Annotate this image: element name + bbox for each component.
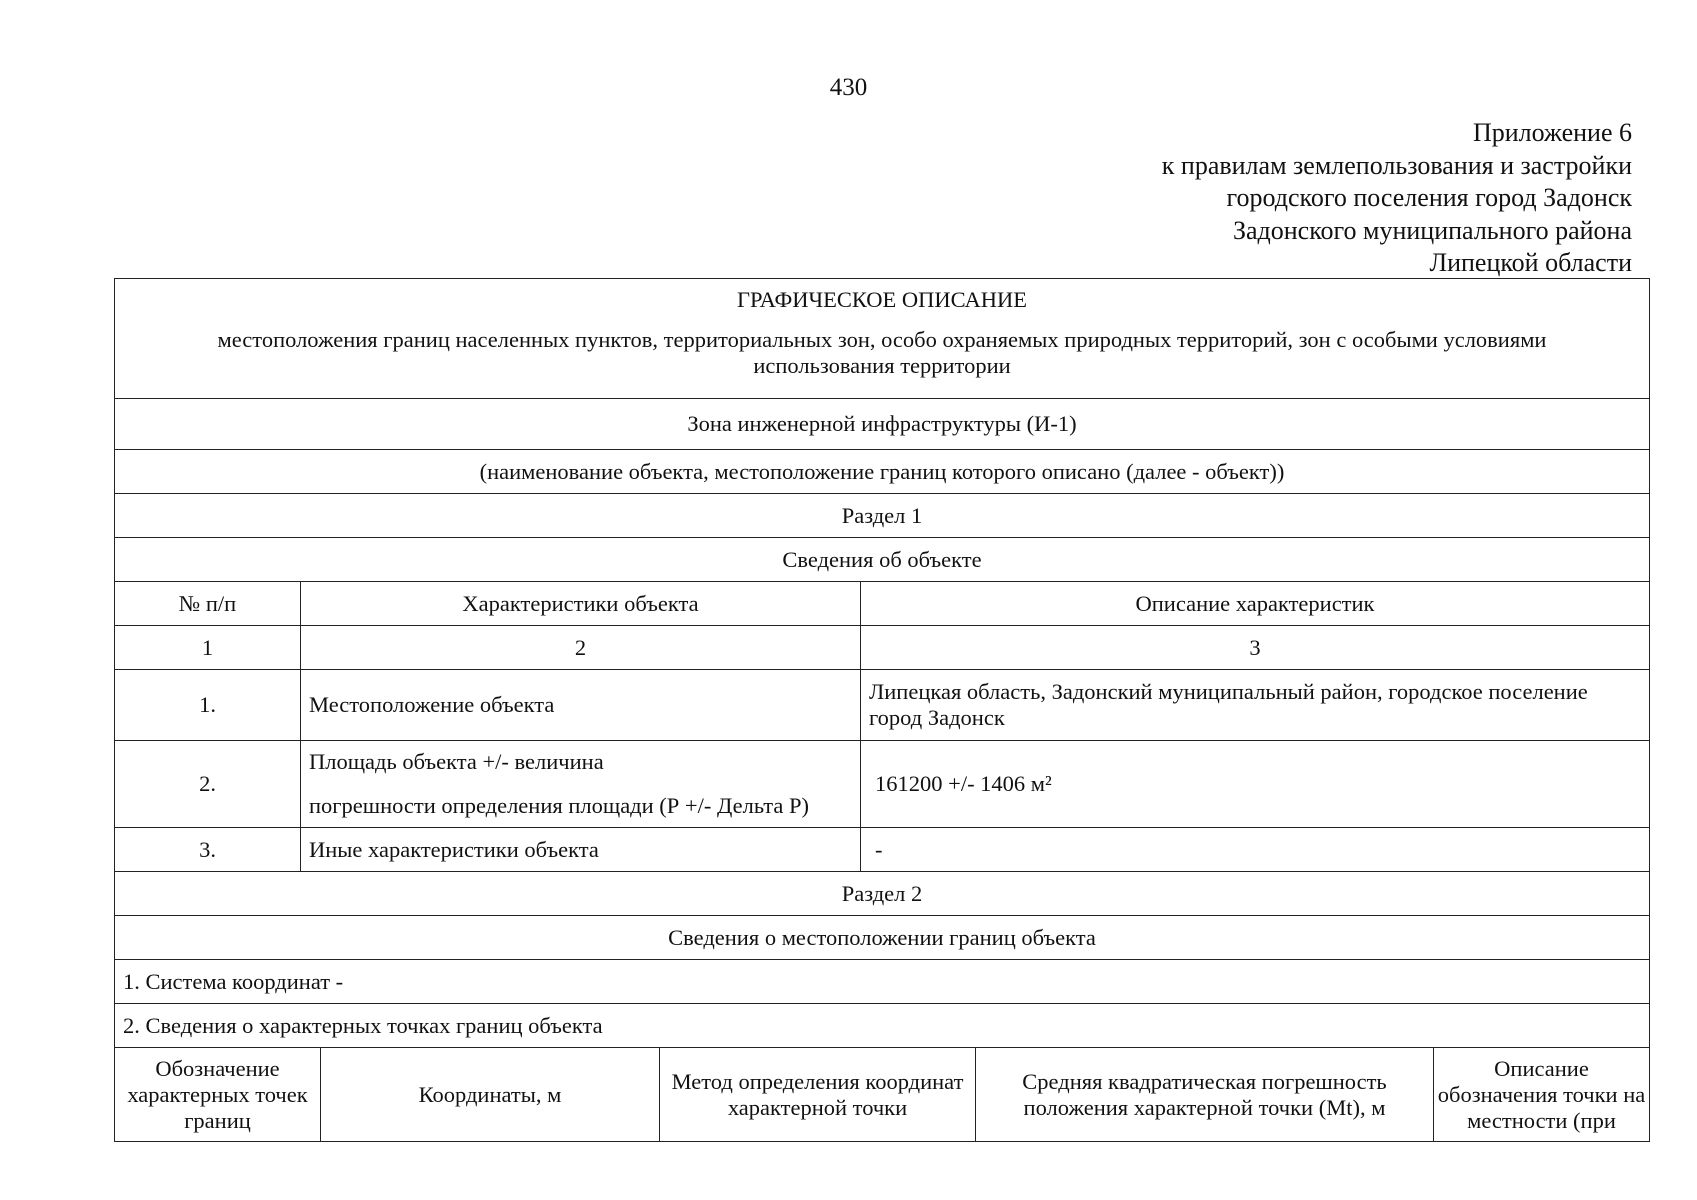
characteristic-name-line: погрешности определения площади (Р +/- Дельта Р) (309, 793, 809, 818)
points-header-row (115, 1048, 1649, 1141)
characteristic-value: Липецкая область, Задонский муниципальный район, городское поселение город Задонск (869, 679, 1588, 730)
column-header-point-description: Описание обозначения точки на местности (при (1437, 1055, 1646, 1133)
section1-subtitle: Сведения об объекте (115, 538, 1649, 582)
column-header-number: № п/п (115, 582, 301, 625)
appendix-note (1162, 117, 1632, 280)
title-block (115, 279, 1649, 399)
appendix-line: Липецкой области (1429, 248, 1632, 277)
characteristic-value: - (875, 836, 883, 862)
column-number: 2 (301, 626, 861, 669)
column-number: 1 (115, 626, 301, 669)
column-header-description: Описание характеристик (1135, 590, 1375, 616)
document-subtitle: местоположения границ населенных пунктов, территориальных зон, особо охраняемых природных территорий, зон с особыми условиями использования территории (217, 327, 1547, 378)
row-number: 1. (115, 670, 301, 740)
characteristic-name: Иные характеристики объекта (301, 828, 861, 871)
points-heading: 2. Сведения о характерных точках границ объекта (115, 1004, 1649, 1048)
column-header-method: Метод определения координат характерной точки (660, 1048, 976, 1141)
section2-title: Раздел 2 (115, 872, 1649, 916)
section1-header-row (115, 582, 1649, 626)
coordinate-system: 1. Система координат - (115, 960, 1649, 1004)
row-number: 2. (115, 741, 301, 827)
appendix-line: городского поселения город Задонск (1226, 183, 1632, 212)
appendix-line: Задонского муниципального района (1232, 215, 1632, 245)
characteristic-name (301, 741, 861, 827)
column-header-point-label: Обозначение характерных точек границ (115, 1048, 321, 1141)
table-row (115, 828, 1649, 872)
column-header-coordinates: Координаты, м (321, 1048, 660, 1141)
characteristic-name-line: Площадь объекта +/- величина (309, 749, 604, 774)
section1-column-numbers (115, 626, 1649, 670)
section2-subtitle: Сведения о местоположении границ объекта (115, 916, 1649, 960)
section1-title: Раздел 1 (115, 494, 1649, 538)
appendix-line: Приложение 6 (1472, 118, 1632, 147)
object-name: Зона инженерной инфраструктуры (И-1) (115, 399, 1649, 450)
characteristic-value: 161200 +/- 1406 м² (875, 771, 1052, 796)
column-header-error: Средняя квадратическая погрешность положения характерной точки (Mt), м (976, 1048, 1434, 1141)
page-number: 430 (829, 74, 868, 101)
appendix-line: к правилам землепользования и застройки (1161, 150, 1632, 180)
description-table (114, 278, 1650, 1142)
row-number: 3. (115, 828, 301, 871)
characteristic-name: Местоположение объекта (301, 670, 861, 740)
object-caption: (наименование объекта, местоположение границ которого описано (далее - объект)) (115, 450, 1649, 494)
column-header-characteristic: Характеристики объекта (301, 582, 861, 625)
table-row (115, 741, 1649, 828)
column-number: 3 (1249, 634, 1261, 660)
document-title: ГРАФИЧЕСКОЕ ОПИСАНИЕ (736, 287, 1028, 312)
table-row (115, 670, 1649, 741)
